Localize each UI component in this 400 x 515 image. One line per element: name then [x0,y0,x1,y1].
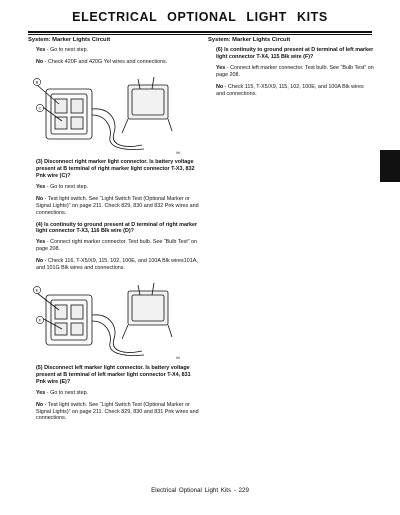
step-6-question: (6) Is continuity to ground present at D terminal of left marker light connector T-X4, 115 Blk wire (F)? [216,47,374,61]
title-rule-thin [28,34,372,35]
step-6-no: No - Check 115, T-X5/X9, 115, 102, 100E, and 100A Blk wires and connections. [216,84,364,97]
section-edge-tab [380,150,400,182]
page-footer: Electrical Optional Light Kits - 229 [151,487,249,494]
step-5-question: (5) Disconnect left marker light connector. Is battery voltage present at B terminal of left marker light connector T-X4, 831 Pnk wire (E)? [36,365,191,385]
intro-yes: Yes - Go to next step. [36,47,89,54]
connector-figure-2 [32,277,180,361]
left-column [28,37,200,427]
title-rule-thick [28,31,372,33]
callout-c: C [38,105,42,111]
callout-b: B [35,79,39,85]
right-column [208,37,374,103]
connector-drawing-2 [32,277,180,361]
step-3-no: No - Test light switch. See “Light Switch Test (Optional Marker or Signal Lights)” on page 211. Check 829, 830 and 832 Pnk wires and connections. [36,195,199,216]
connector-drawing-1 [32,71,180,155]
callout-e: E [35,287,39,293]
connector-figure-1 [32,71,180,155]
figure-1-tag: lhl [176,150,180,155]
step-4-question: (4) Is continuity to ground present at D terminal of right marker light connector T-X3, 116 Blk wire (D)? [36,221,198,235]
step-5-no: No - Test light switch. See “Light Switch Test (Optional Marker or Signal Lights)” on page 211. Check 829, 830 and 831 Pnk wires and connections. [36,401,199,422]
step-3-yes: Yes - Go to next step. [36,183,89,190]
step-6-yes: Yes - Connect left marker connector. Test bulb. See “Bulb Test” on page 208. [216,65,374,79]
figure-2-tag: lhl [176,356,180,361]
left-section-header: System: Marker Lights Circuit [28,37,111,43]
intro-no: No - Check 420F and 420G Yel wires and connections. [36,59,168,66]
step-5-yes: Yes - Go to next step. [36,389,89,396]
step-4-no: No - Check 116, T-X5/X9, 115, 102, 100E, and 100A Blk wires101A, and 101G Blk wires and connections. [36,258,198,272]
step-3-question: (3) Disconnect right marker light connector. Is battery voltage present at B terminal of right marker light connector T-X3, 832 Pnk wire (C)? [36,159,195,180]
callout-f: F [38,317,42,323]
right-section-header: System: Marker Lights Circuit [208,37,291,43]
page-title: ELECTRICAL OPTIONAL LIGHT KITS [72,10,328,24]
step-4-yes: Yes - Connect right marker connector. Test bulb. See “Bulb Test” on page 208. [36,239,198,253]
